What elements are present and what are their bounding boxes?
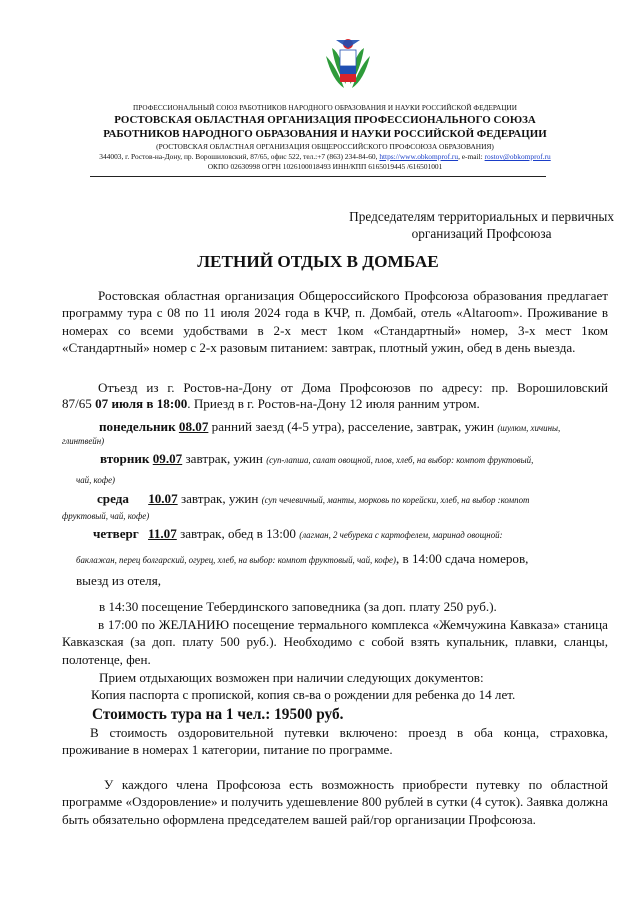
wednesday-menu-cont: фруктовый, чай, кофе) (62, 511, 150, 521)
departure-datetime: 07 июля в 18:00 (95, 396, 188, 411)
thursday-menu: (лагман, 2 чебурека с картофелем, маринад овощной: (299, 530, 503, 540)
monday-text: ранний заезд (4-5 утра), расселение, завтрак, ужин (211, 419, 495, 434)
excursion-1: в 14:30 посещение Тебердинского заповедника (за доп. плату 250 руб.). (99, 599, 497, 614)
thursday-menu-cont (76, 551, 528, 567)
email-label: , e-mail: (458, 152, 483, 161)
monday-menu: (шулюм, хичины, (497, 423, 561, 433)
day-tuesday (100, 451, 533, 467)
departure-line-1: Отъезд из г. Ростов-на-Дону от Дома Профсоюзов по адресу: пр. Ворошиловский (98, 380, 608, 395)
discount-paragraph: У каждого члена Профсоюза есть возможность приобрести путевку по областной программе «Оздоровление» и получить удешевление 800 рублей в сутки (4 суток). Заявка должна быть обязательно оформлена председателем вашей рай/гор организации Профсоюза. (62, 777, 608, 827)
wednesday-label: среда (97, 491, 129, 506)
thursday-text: завтрак, обед в 13:00 (180, 526, 296, 541)
included-paragraph: В стоимость оздоровительной путевки включено: проезд в оба конца, страховка, проживание в номерах 1 категории, питание по программе. (62, 725, 608, 758)
intro-paragraph: Ростовская областная организация Общероссийского Профсоюза образования предлагает программу тура с 08 по 11 июля 2024 года в КЧР, п. Домбай, отель «Altaroom». Проживание в номерах со всеми удобствами в 2-х мест 1ком «Стандартный» номер, 3-х мест 1ком «Стандартный» номер с 2-х разовым питанием: завтрак, плотный ужин, обед в день выезда. (62, 288, 608, 355)
tuesday-text: завтрак, ужин (185, 451, 263, 466)
email-link[interactable]: rostov@obkomprof.ru (484, 152, 551, 161)
addressee-line-1: Председателям территориальных и первичных (349, 209, 614, 224)
wednesday-date: 10.07 (148, 491, 178, 506)
departure-line-2 (62, 396, 480, 412)
departure-address: 87/65 (62, 396, 92, 411)
monday-label: понедельник (99, 419, 176, 434)
org-line-1: РОСТОВСКАЯ ОБЛАСТНАЯ ОРГАНИЗАЦИЯ ПРОФЕССИОНАЛЬНОГО СОЮЗА (114, 114, 536, 126)
day-thursday (93, 526, 503, 542)
org-codes: ОКПО 02630998 ОГРН 1026100018493 ИНН/КПП 6165019445 /616501001 (207, 162, 443, 171)
thursday-checkout: , в 14:00 сдача номеров, (395, 551, 529, 566)
thursday-checkout-cont: выезд из отеля, (76, 573, 162, 588)
monday-date: 08.07 (178, 419, 209, 434)
wednesday-text: завтрак, ужин (180, 491, 259, 506)
union-line: ПРОФЕССИОНАЛЬНЫЙ СОЮЗ РАБОТНИКОВ НАРОДНОГО ОБРАЗОВАНИЯ И НАУКИ РОССИЙСКОЙ ФЕДЕРАЦИИ (132, 104, 517, 112)
org-subtitle: (РОСТОВСКАЯ ОБЛАСТНАЯ ОРГАНИЗАЦИЯ ОБЩЕРОССИЙСКОГО ПРОФСОЮЗА ОБРАЗОВАНИЯ) (156, 142, 494, 151)
thursday-label: четверг (93, 526, 139, 541)
tuesday-date: 09.07 (152, 451, 183, 466)
addressee-line-2: организаций Профсоюза (411, 226, 552, 241)
tuesday-menu: (суп-лапша, салат овощной, плов, хлеб, на выбор: компот фруктовый, (266, 455, 534, 465)
monday-menu-cont: глинтвейн) (62, 436, 105, 446)
day-wednesday (97, 491, 529, 507)
org-line-2: РАБОТНИКОВ НАРОДНОГО ОБРАЗОВАНИЯ И НАУКИ РОССИЙСКОЙ ФЕДЕРАЦИИ (103, 128, 547, 140)
tour-price: Стоимость тура на 1 чел.: 19500 руб. (92, 706, 344, 723)
return-text: . Приезд в г. Ростов-на-Дону 12 июля ранним утром. (187, 396, 480, 411)
documents-intro: Прием отдыхающих возможен при наличии следующих документов: (99, 670, 484, 685)
website-link[interactable]: https://www.obkomprof.ru (379, 152, 459, 161)
address-text: 344003, г. Ростов-на-Дону, пр. Ворошиловский, 87/65, офис 522, тел.:+7 (863) 234-84-60, (99, 152, 378, 161)
org-address (40, 152, 610, 161)
header-divider (90, 176, 546, 177)
wednesday-menu: (суп чечевичный, манты, морковь по корейски, хлеб, на выбор :компот (261, 495, 530, 505)
thursday-menu-2: баклажан, перец болгарский, огурец, хлеб, на выбор: компот фруктовый, чай, кофе) (76, 555, 396, 565)
union-logo-icon (322, 36, 374, 92)
excursion-2: в 17:00 по ЖЕЛАНИЮ посещение термального комплекса «Жемчужина Кавказа» станица Кавказская (за доп. плату 500 руб.). Необходимо с собой взять купальник, плавки, сланцы, полотенце, фен. (62, 617, 608, 667)
day-monday (99, 419, 560, 435)
thursday-date: 11.07 (148, 526, 177, 541)
addressee-block (349, 208, 614, 242)
tuesday-label: вторник (100, 451, 150, 466)
documents-list: Копия паспорта с пропиской, копия св-ва о рождении для ребенка до 14 лет. (91, 687, 516, 702)
tuesday-menu-cont: чай, кофе) (76, 475, 115, 485)
document-title: ЛЕТНИЙ ОТДЫХ В ДОМБАЕ (197, 252, 439, 271)
